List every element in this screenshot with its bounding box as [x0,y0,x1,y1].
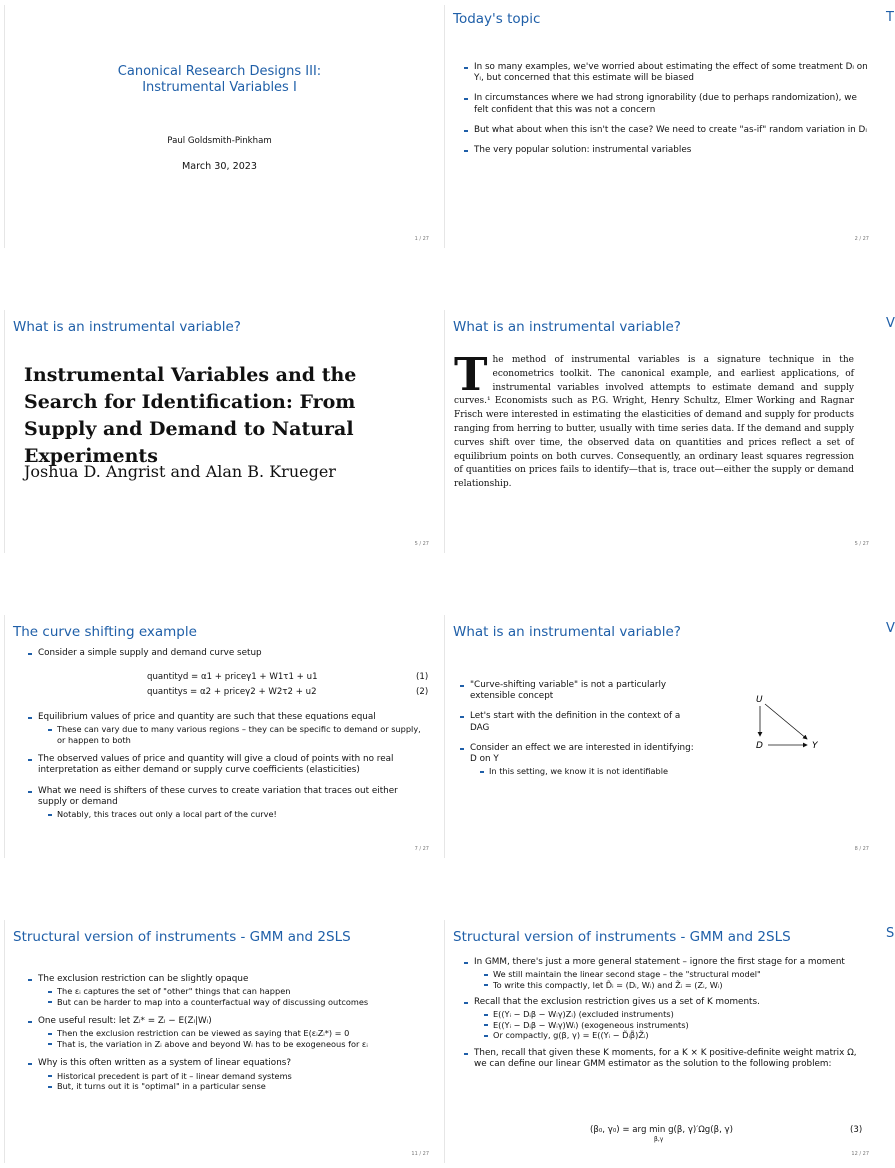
slide-2 [444,5,875,248]
sub-bullet: The εᵢ captures the set of "other" things that can happen [38,986,427,997]
paper-authors: Joshua D. Angrist and Alan B. Krueger [24,462,336,481]
next-column-title-peek: T [886,10,894,25]
sub-bullet: E((Yᵢ − Dᵢβ − Wᵢγ)Wᵢ) (exogeneous instruments) [474,1020,871,1031]
next-column-title-peek: V [886,316,895,331]
bullet: In circumstances where we had strong ignorability (due to perhaps randomization), we felt confident that this was not a concern [463,93,869,115]
sub-bullet: In this setting, we know it is not identifiable [470,766,699,777]
slide-5 [4,615,435,858]
sub-list [38,1028,427,1049]
page-number: 5 / 27 [854,541,869,547]
bullet-list [463,62,869,165]
gmm-equation: (β₀, γ₀) = arg min g(β, γ)′Ωg(β, γ) [590,1125,733,1135]
equation-2-number: (2) [416,687,429,697]
bullet [27,786,427,820]
slide-8 [444,920,875,1163]
sub-bullet: But can be harder to map into a counterfactual way of discussing outcomes [38,997,427,1008]
author: Paul Goldsmith-Pinkham [167,136,272,146]
page-number: 5 / 27 [414,541,429,547]
slide-title: Today's topic [453,11,541,27]
sub-list [38,986,427,1007]
page-number: 2 / 27 [854,236,869,242]
slide-6 [444,615,875,858]
bullet-text: Consider an effect we are interested in identifying: D on Y [470,742,694,765]
page-number: 8 / 27 [854,846,869,852]
bullet: In so many examples, we've worried about estimating the effect of some treatment Dᵢ on Yᵢ, but concerned that this estimate will be biased [463,62,869,84]
sub-bullet: E((Yᵢ − Dᵢβ − Wᵢγ)Zᵢ) (excluded instruments) [474,1009,871,1020]
bullet [463,957,871,990]
sub-bullet: We still maintain the linear second stage – the "structural model" [474,969,871,980]
date: March 30, 2023 [181,161,258,172]
bullet: But what about when this isn't the case? We need to create "as-if" random variation in Dᵢ [463,125,869,136]
sub-list [470,766,699,777]
bullet-text: Why is this often written as a system of linear equations? [38,1058,292,1069]
presentation-title [4,64,435,96]
sub-bullet: Notably, this traces out only a local part of the curve! [38,809,427,820]
paper-excerpt [454,348,854,492]
bullet-text: Equilibrium values of price and quantity are such that these equations equal [38,712,376,722]
page-number: 12 / 27 [851,1151,869,1157]
sub-list [38,809,427,820]
equation-2: quantitys = α2 + priceγ2 + W2τ2 + u2 [147,687,317,697]
next-column-title-peek: S [886,926,895,941]
bullet-text: One useful result: let Zᵢ* = Zᵢ − E(Zᵢ|Wᵢ) [38,1016,212,1027]
dag-node-d: D [756,741,763,751]
bullet: Consider a simple supply and demand curve setup [27,648,427,659]
bullet-text: Recall that the exclusion restriction gives us a set of K moments. [474,997,760,1008]
equation-1: quantityd = α1 + priceγ1 + W1τ1 + u1 [147,672,318,682]
sub-bullet: Or compactly, g(β, γ) = E((Yᵢ − D̃ᵢβ̃)Z̃ᵢ) [474,1030,871,1041]
bullet-list [459,680,699,786]
page-number: 1 / 27 [414,236,429,242]
sub-bullet: Then the exclusion restriction can be viewed as saying that E(εᵢZᵢ*) = 0 [38,1028,427,1039]
bullet: Then, recall that given these K moments, for a K × K positive-definite weight matrix Ω, we can define our linear GMM estimator as the solution to the following problem: [463,1048,871,1070]
sub-list [474,969,871,990]
sub-list [38,724,427,745]
slide-title: What is an instrumental variable? [453,319,681,335]
sub-list [474,1009,871,1041]
gmm-equation-subscript: β,γ [654,1136,664,1143]
bullet [27,974,427,1007]
excerpt-text: he method of instrumental variables is a signature technique in the econometrics toolkit. The canonical example, and earliest applications, of instrumental variables involved attempts to estimate demand and supply curves.¹ Economists such as P.G. Wright, Henry Schultz, Elmer Working and Ragnar Frisch were interested in estimating the elasticities of demand and supply for products ranging from herring to butter, usually with time series data. If the demand and supply curves shift over time, the observed data on quantities and prices reflect a set of equilibrium points on both curves. Consequently, an ordinary least squares regression of quantities on prices fails to identify—that is, trace out—either the supply or demand relationship. [454,355,854,490]
slide-title: The curve shifting example [13,624,197,640]
sub-list [38,1071,427,1092]
bullet-list-top [27,648,427,668]
slide-title: What is an instrumental variable? [13,319,241,335]
drop-cap: T [454,348,488,401]
dag-diagram [752,691,842,761]
sub-bullet: But, it turns out it is "optimal" in a particular sense [38,1081,427,1092]
dag-node-y: Y [812,741,818,751]
bullet: The very popular solution: instrumental variables [463,145,869,156]
bullet [27,1016,427,1049]
bullet-list [27,974,427,1101]
bullet: "Curve-shifting variable" is not a particularly extensible concept [459,680,699,702]
slide-title: Structural version of instruments - GMM and 2SLS [453,929,791,945]
bullet [463,997,871,1041]
bullet [27,712,427,745]
page-number: 7 / 27 [414,846,429,852]
page-number: 11 / 27 [411,1151,429,1157]
paper-title: Instrumental Variables and the Search for Identification: From Supply and Demand to Natural Experiments [24,364,357,467]
bullet: The observed values of price and quantity will give a cloud of points with no real interpretation as either demand or supply curve coefficients (elasticities) [27,754,427,776]
slide-7 [4,920,435,1163]
title-line-2: Instrumental Variables I [142,80,297,95]
slide-1 [4,5,435,248]
bullet-text: What we need is shifters of these curves to create variation that traces out either supply or demand [38,785,398,807]
slide-4 [444,310,875,553]
bullet-text: The exclusion restriction can be slightly opaque [38,974,249,984]
sub-bullet: Historical precedent is part of it – linear demand systems [38,1071,427,1082]
title-line-1: Canonical Research Designs III: [117,64,322,79]
bullet-list [463,957,871,1079]
sub-bullet: These can vary due to many various regions – they can be specific to demand or supply, or happen to both [38,724,427,745]
sub-bullet: That is, the variation in Zᵢ above and beyond Wᵢ has to be exogeneous for εᵢ [38,1039,427,1050]
slide-3 [4,310,435,553]
dag-edge-u-y [765,704,807,739]
bullet: Let's start with the definition in the context of a DAG [459,711,699,733]
slide-title: Structural version of instruments - GMM and 2SLS [13,929,351,945]
slide-title: What is an instrumental variable? [453,624,681,640]
gmm-equation-number: (3) [850,1125,863,1135]
sub-bullet: To write this compactly, let D̃ᵢ = (Dᵢ, Wᵢ) and Z̃ᵢ = (Zᵢ, Wᵢ) [474,980,871,991]
bullet-list [27,712,427,829]
bullet [27,1058,427,1091]
equation-1-number: (1) [416,672,429,682]
bullet [459,743,699,777]
dag-node-u: U [756,695,763,705]
bullet-text: In GMM, there's just a more general statement – ignore the first stage for a moment [474,957,845,967]
next-column-title-peek: V [886,621,895,636]
